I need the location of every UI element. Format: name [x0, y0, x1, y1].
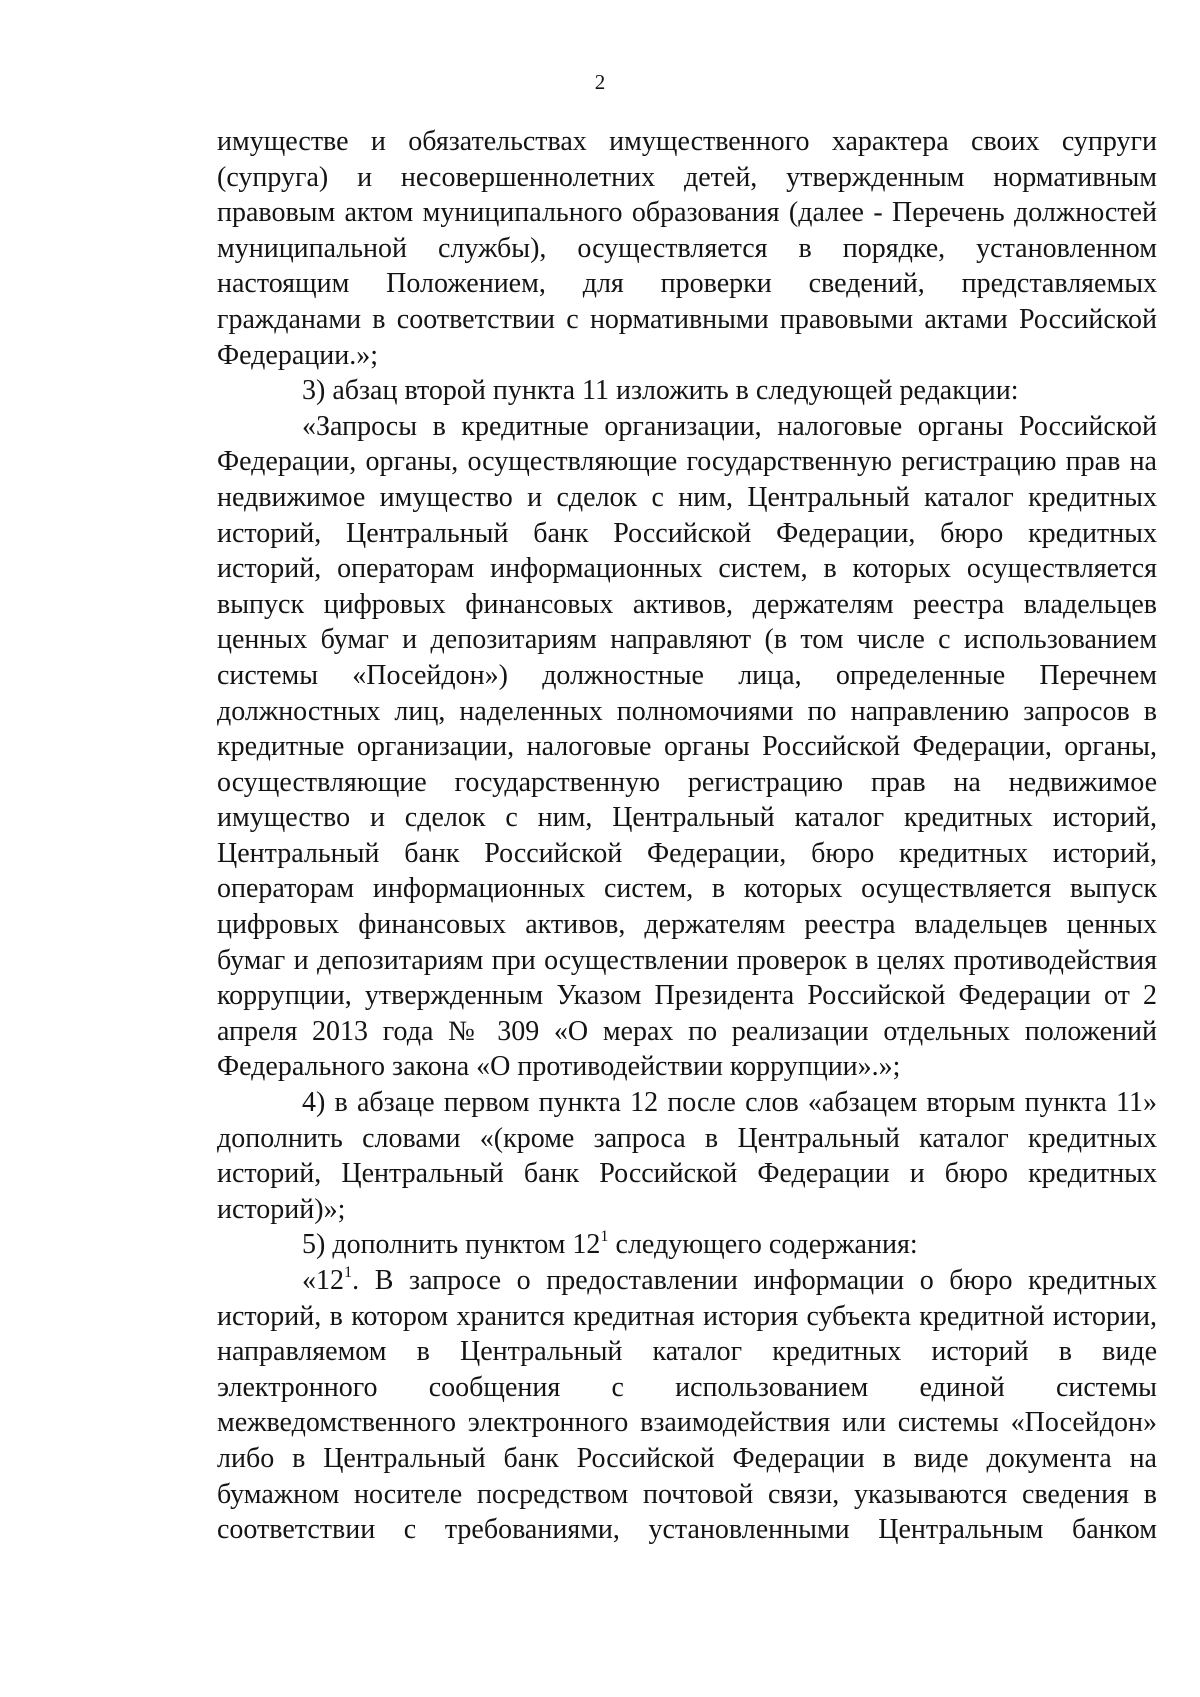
paragraph-item-5-after: следующего содержания: — [608, 1229, 918, 1261]
paragraph-quote-12-1 — [217, 1263, 1157, 1548]
paragraph-item-4: 4) в абзаце первом пункта 12 после слов «абзацем вторым пункта 11» дополнить словами «(кроме запроса в Центральный каталог кредитных историй, Центральный банк Российской Федерации и бюро кредитных историй)»; — [217, 1087, 1157, 1225]
paragraph-quote-12-1-before: «12 — [302, 1265, 344, 1296]
superscript: 1 — [600, 1227, 609, 1246]
page-number: 2 — [594, 70, 606, 94]
paragraph-item-3: 3) абзац второй пункта 11 изложить в следующей редакции: — [302, 375, 1019, 407]
paragraph-item-5 — [217, 1227, 1157, 1263]
superscript: 1 — [344, 1263, 353, 1282]
paragraph-continuation: имуществе и обязательствах имущественного характера своих супруги (супруга) и несовершеннолетних детей, утвержденным нормативным правовым актом муниципального образования (далее - Перечень должностей муниципальной службы), осуществляется в порядке, установленном настоящим Положением, для проверки сведений, представляемых гражданами в соответствии с нормативными правовыми актами Российской Федерации.»; — [217, 126, 1157, 371]
document-body — [217, 124, 1157, 1548]
paragraph-quote-requests: «Запросы в кредитные организации, налоговые органы Российской Федерации, органы, осуществляющие государственную регистрацию прав на недвижимое имущество и сделок с ним, Центральный каталог кредитных историй, Центральный банк Российской Федерации, бюро кредитных историй, операторам информационных систем, в которых осуществляется выпуск цифровых финансовых активов, держателям реестра владельцев ценных бумаг и депозитариям направляют (в том числе с использованием системы «Посейдон») должностные лица, определенные Перечнем должностных лиц, наделенных полномочиями по направлению запросов в кредитные организации, налоговые органы Российской Федерации, органы, осуществляющие государственную регистрацию прав на недвижимое имущество и сделок с ним, Центральный каталог кредитных историй, Центральный банк Российской Федерации, бюро кредитных историй, операторам информационных систем, в которых осуществляется выпуск цифровых финансовых активов, держателям реестра владельцев ценных бумаг и депозитариям при осуществлении проверок в целях противодействия коррупции, утвержденным Указом Президента Российской Федерации от 2 апреля 2013 года № 309 «О мерах по реализации отдельных положений Федерального закона «О противодействии коррупции».»; — [217, 410, 1157, 1083]
paragraph-item-5-before: 5) дополнить пунктом 12 — [302, 1229, 601, 1261]
paragraph-quote-12-1-after: . В запросе о предоставлении информации о бюро кредитных историй, в котором хранится кредитная история субъекта кредитной истории, направляемом в Центральный каталог кредитных историй в виде электронного сообщения с использованием единой системы межведомственного электронного взаимодействия или системы «Посейдон» либо в Центральный банк Российской Федерации в виде документа на бумажном носителе посредством почтовой связи, указываются сведения в соответствии с требованиями, установленными Центральным банком — [217, 1265, 1157, 1546]
